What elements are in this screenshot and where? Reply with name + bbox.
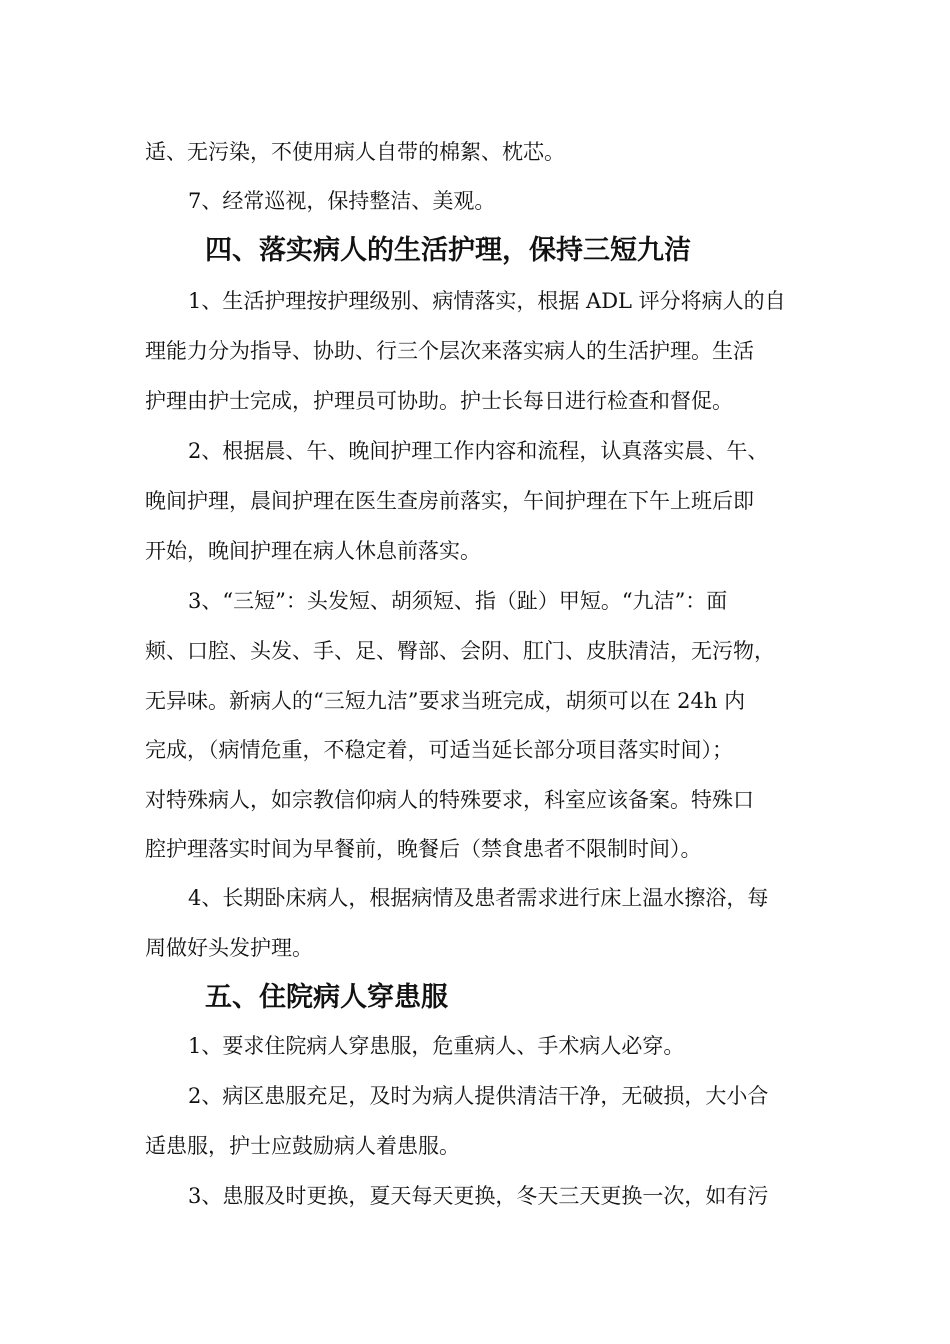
paragraph-line: 7、经常巡视，保持整洁、美观。 xyxy=(188,189,496,213)
paragraph-line: 适、无污染，不使用病人自带的棉絮、枕芯。 xyxy=(145,140,565,164)
paragraph-line: 晚间护理，晨间护理在医生查房前落实，午间护理在下午上班后即 xyxy=(145,489,754,513)
paragraph-line: 3、“三短”：头发短、胡须短、指（趾）甲短。“九洁”：面 xyxy=(188,589,728,613)
paragraph-line: 3、患服及时更换，夏天每天更换，冬天三天更换一次，如有污 xyxy=(188,1184,769,1208)
paragraph-line: 1、要求住院病人穿患服，危重病人、手术病人必穿。 xyxy=(188,1034,685,1058)
paragraph-line: 腔护理落实时间为早餐前，晚餐后（禁食患者不限制时间）。 xyxy=(145,837,702,861)
paragraph-line: 护理由护士完成，护理员可协助。护士长每日进行检查和督促。 xyxy=(145,389,733,413)
paragraph-line: 1、生活护理按护理级别、病情落实，根据 ADL 评分将病人的自 xyxy=(188,289,786,313)
paragraph-line: 颊、口腔、头发、手、足、臀部、会阴、肛门、皮肤清洁，无污物， xyxy=(145,639,775,663)
section-heading-4: 四、落实病人的生活护理，保持三短九洁 xyxy=(205,235,691,266)
paragraph-line: 周做好头发护理。 xyxy=(145,936,313,960)
section-heading-5: 五、住院病人穿患服 xyxy=(205,982,448,1013)
paragraph-line: 理能力分为指导、协助、行三个层次来落实病人的生活护理。生活 xyxy=(145,339,754,363)
paragraph-line: 对特殊病人，如宗教信仰病人的特殊要求，科室应该备案。特殊口 xyxy=(145,788,754,812)
paragraph-line: 开始，晚间护理在病人休息前落实。 xyxy=(145,539,481,563)
paragraph-line: 4、长期卧床病人，根据病情及患者需求进行床上温水擦浴，每 xyxy=(188,886,769,910)
paragraph-line: 2、根据晨、午、晚间护理工作内容和流程，认真落实晨、午、 xyxy=(188,439,769,463)
paragraph-line: 适患服，护士应鼓励病人着患服。 xyxy=(145,1134,460,1158)
paragraph-line: 完成，（病情危重，不稳定着，可适当延长部分项目落实时间）； xyxy=(145,738,733,762)
paragraph-line: 无异味。新病人的“三短九洁”要求当班完成，胡须可以在 24h 内 xyxy=(145,689,746,713)
paragraph-line: 2、病区患服充足，及时为病人提供清洁干净，无破损，大小合 xyxy=(188,1084,769,1108)
